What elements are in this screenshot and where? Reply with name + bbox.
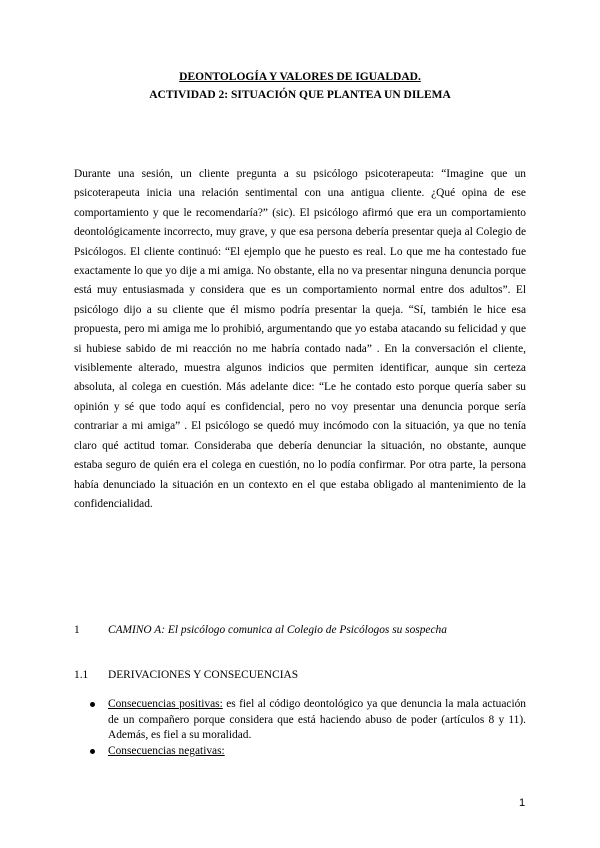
bullet-icon: [90, 702, 95, 707]
section-1-label: CAMINO A: El psicólogo comunica al Colegio de Psicólogos su sospecha: [108, 624, 447, 636]
document-title: [0, 68, 600, 104]
bullet-lead: Consecuencias positivas:: [108, 698, 223, 710]
list-item: [88, 697, 526, 744]
consequences-list: [88, 697, 526, 759]
title-line-2: ACTIVIDAD 2: SITUACIÓN QUE PLANTEA UN DILEMA: [149, 89, 451, 101]
page-number: 1: [519, 797, 526, 809]
section-1-1-heading: [74, 667, 298, 683]
body-paragraph: Durante una sesión, un cliente pregunta a su psicólogo psicoterapeuta: “Imagine que un psicoterapeuta inicia una relación sentimental con una antigua cliente. ¿Qué opina de ese comportamiento y que le recomendaría?” (sic). El psicólogo afirmó que era un comportamiento deontológicamente incorrecto, muy grave, y que esa persona debería presentar queja al Colegio de Psicólogos. El cliente continuó: “El ejemplo que he puesto es real. Lo que me ha contestado fue exactamente lo que yo dije a mi amiga. No obstante, ella no va presentar ninguna denuncia porque está muy entusiasmada y considera que es un comportamiento normal entre dos adultos”. El psicólogo dijo a su cliente que él mismo podría presentar la queja. “Sí, también le hice esa propuesta, pero mi amiga me lo prohibió, argumentando que yo estaba atacando su felicidad y que si hubiese sabido de mi reacción no me habría contado nada” . En la conversación el cliente, visiblemente alterado, muestra algunos indicios que permiten identificar, aunque sin certeza absoluta, al colega en cuestión. Más adelante dice: “Le he contado esto porque quería saber su opinión y sé que todo aquí es confidencial, pero no voy presentar una denuncia porque sería contrariar a mi amiga” . El psicólogo se quedó muy incómodo con la situación, ya que no tenía claro qué actitud tomar. Consideraba que debería denunciar la situación, no obstante, aunque estaba seguro de quién era el colega en cuestión, no lo podía confirmar. Por otra parte, la persona había denunciado la situación en un contexto en el que estaba obligado al mantenimiento de la confidencialidad.: [74, 168, 526, 510]
section-1-1-label: DERIVACIONES Y CONSECUENCIAS: [108, 669, 299, 681]
bullet-text: es fiel al código deontológico ya que denuncia la mala actuación de un compañero porque considera que está haciendo abuso de poder (artículos 8 y 11). Además, es fiel a su moralidad.: [108, 698, 527, 742]
title-line-1: DEONTOLOGÍA Y VALORES DE IGUALDAD.: [179, 71, 421, 83]
list-item: [88, 744, 526, 760]
section-1-1-number: 1.1: [74, 669, 89, 681]
bullet-icon: [90, 749, 95, 754]
bullet-lead: Consecuencias negativas:: [108, 744, 225, 757]
section-1-heading: [74, 622, 447, 638]
section-1-number: 1: [74, 624, 80, 636]
